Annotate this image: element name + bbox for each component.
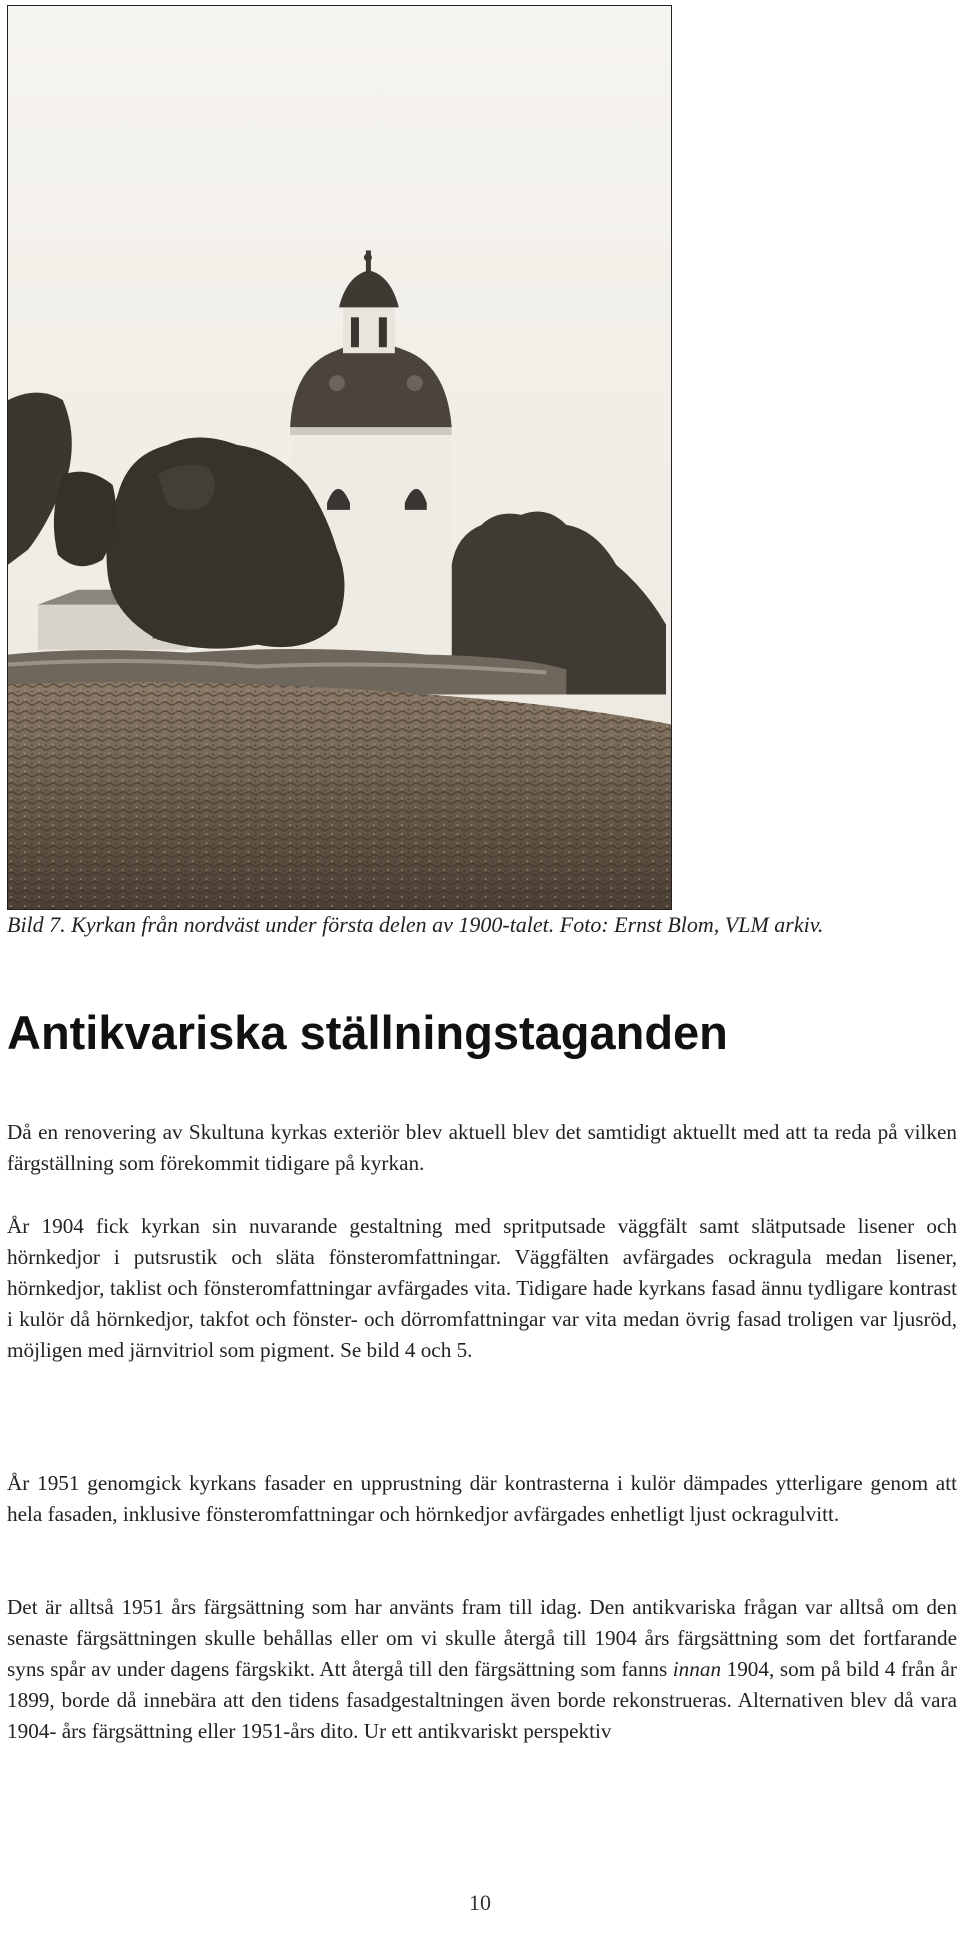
paragraph-intro: Då en renovering av Skultuna kyrkas exteriör blev aktuell blev det samtidigt aktuellt med att ta reda på vilken färgställning som förekommit tidigare på kyrkan. <box>7 1120 957 1175</box>
section-heading: Antikvariska ställningstaganden <box>7 1006 728 1059</box>
paragraph-1951: År 1951 genomgick kyrkans fasader en upprustning där kontrasterna i kulör dämpades ytterligare genom att hela fasaden, inklusive fönsteromfattningar och hörnkedjor avfärgades enhetligt ljust ockragulvitt. <box>7 1471 957 1526</box>
paragraph-1904: År 1904 fick kyrkan sin nuvarande gestaltning med spritputsade väggfält samt slätputsade lisener och hörnkedjor i putsrustik och släta fönsteromfattningar. Väggfälten avfärgades ockragula medan lisener, hörnkedjor, taklist och fönsteromfattningar avfärgades vita. Tidigare hade kyrkans fasad ännu tydligare kontrast i kulör då hörnkedjor, takfot och fönster- och dörromfattningar var vita medan övrig fasad troligen var ljusröd, möjligen med järnvitriol som pigment. Se bild 4 och 5. <box>7 1214 957 1362</box>
church-photograph <box>7 5 672 910</box>
paragraph-conclusion-part-1: Det är alltså 1951 års färgsättning som har använts fram till idag. Den antikvariska frågan var alltså om den senaste färgsättningen skulle behållas eller om vi skulle återgå till 1904 års färgsättning som det fortfarande syns spår av under dagens färgskikt. Att återgå till den färgsättning som fanns <box>7 1595 957 1681</box>
church-photo-illustration <box>8 6 671 909</box>
paragraph-conclusion <box>7 1592 957 1747</box>
paragraph-conclusion-part-2: 1904, som på bild 4 från år 1899, borde då innebära att den tidens fasadgestaltningen även borde rekonstrueras. Alternativen blev då vara 1904- års färgsättning eller 1951-års dito. Ur ett antikvariskt perspektiv <box>7 1657 957 1743</box>
page-number: 10 <box>469 1890 491 1915</box>
paragraph-conclusion-emphasis: innan <box>672 1657 722 1681</box>
figure-caption: Bild 7. Kyrkan från nordväst under första delen av 1900-talet. Foto: Ernst Blom, VLM arkiv. <box>7 912 824 937</box>
